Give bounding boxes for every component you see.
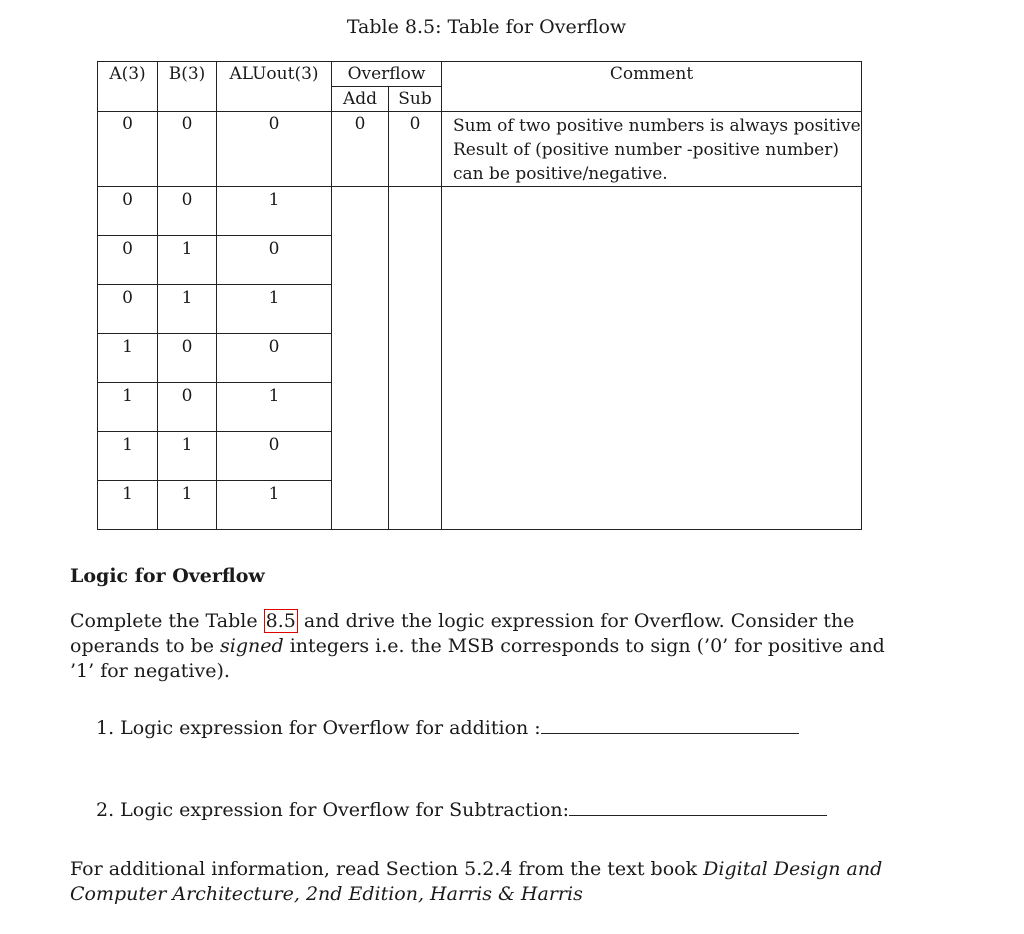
cell-alu: 0 <box>268 435 280 455</box>
para-text: Complete the Table <box>70 610 264 632</box>
header-comment: Comment <box>442 62 862 112</box>
header-sub: Sub <box>389 87 442 112</box>
question-subtraction <box>96 799 827 821</box>
para-text: integers i.e. the MSB corresponds to sign (’0’ for positive and ’1’ for negative). <box>70 635 885 682</box>
reference-note <box>70 857 920 907</box>
comment-line: Result of (positive number -positive number) <box>453 140 839 160</box>
cell-a: 0 <box>122 288 133 308</box>
book-title: Digital Design and Computer Architecture, 2nd Edition, Harris & Harris <box>70 858 883 905</box>
cell-comment <box>442 112 862 187</box>
table-row <box>98 187 862 236</box>
header-a: A(3) <box>98 62 158 112</box>
cell-a: 1 <box>122 435 133 455</box>
cell-comment-empty[interactable] <box>442 187 862 530</box>
question-addition <box>96 717 799 739</box>
cell-a: 0 <box>98 112 158 187</box>
overflow-table <box>97 61 862 530</box>
question-text: 2. Logic expression for Overflow for Subtraction: <box>96 799 570 821</box>
cell-a: 1 <box>122 337 133 357</box>
cell-b: 0 <box>158 112 217 187</box>
cell-sub-empty[interactable] <box>389 187 442 530</box>
answer-blank-subtraction[interactable] <box>569 801 827 816</box>
header-add: Add <box>332 87 389 112</box>
cell-a: 1 <box>122 484 133 504</box>
cell-alu: 0 <box>268 239 280 259</box>
cell-alu: 0 <box>217 112 332 187</box>
header-aluout: ALUout(3) <box>217 62 332 112</box>
cell-add-empty[interactable] <box>332 187 389 530</box>
table-row <box>98 112 862 187</box>
cell-alu: 1 <box>268 288 280 308</box>
comment-line: can be positive/negative. <box>453 164 668 184</box>
para-text: and drive the logic expression for Overflow. Consider the operands to be <box>70 610 855 657</box>
comment-line: Sum of two positive numbers is always positive <box>453 116 861 136</box>
section-heading: Logic for Overflow <box>70 565 265 587</box>
cell-alu: 0 <box>268 337 280 357</box>
cell-alu: 1 <box>268 190 280 210</box>
cell-sub: 0 <box>389 112 442 187</box>
note-text: For additional information, read Section 5.2.4 from the text book <box>70 858 704 880</box>
cell-b: 0 <box>181 337 193 357</box>
answer-blank-addition[interactable] <box>541 719 799 734</box>
instructions-paragraph <box>70 609 910 684</box>
cell-b: 1 <box>181 239 193 259</box>
cell-b: 0 <box>181 386 193 406</box>
cell-b: 1 <box>181 484 193 504</box>
cell-alu: 1 <box>268 386 280 406</box>
cell-alu: 1 <box>268 484 280 504</box>
header-overflow: Overflow <box>332 62 442 87</box>
header-b: B(3) <box>158 62 217 112</box>
cell-a: 0 <box>122 239 133 259</box>
cell-b: 1 <box>181 435 193 455</box>
table-caption: Table 8.5: Table for Overflow <box>346 16 627 38</box>
question-text: 1. Logic expression for Overflow for addition : <box>96 717 541 739</box>
cell-add: 0 <box>332 112 389 187</box>
cell-b: 1 <box>181 288 193 308</box>
para-emphasis: signed <box>220 635 284 657</box>
cell-a: 0 <box>122 190 133 210</box>
cell-b: 0 <box>181 190 193 210</box>
table-ref-link[interactable]: 8.5 <box>265 610 296 632</box>
cell-a: 1 <box>122 386 133 406</box>
